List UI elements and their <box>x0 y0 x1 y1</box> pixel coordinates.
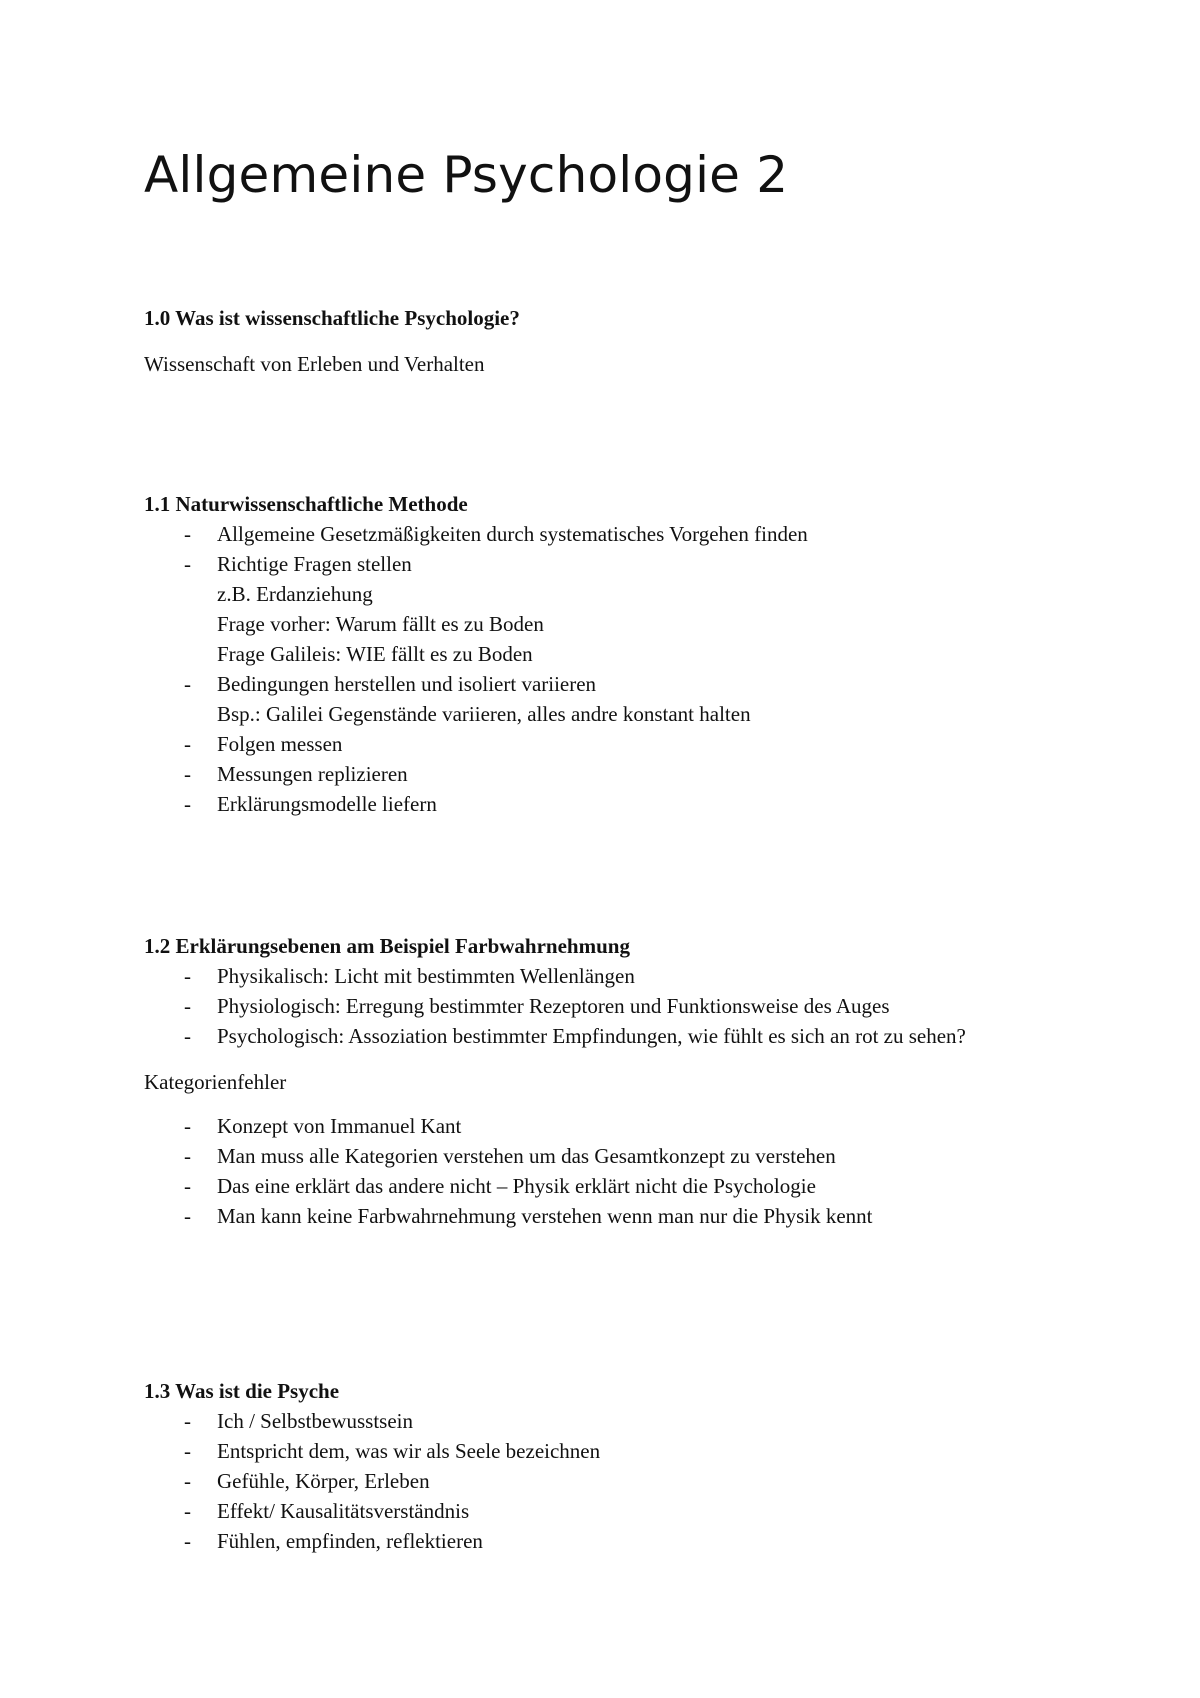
dash-bullet: - <box>184 522 191 546</box>
list-item <box>144 1526 1074 1556</box>
dash-bullet: - <box>184 732 191 756</box>
list-item-text: Messungen replizieren <box>217 762 408 786</box>
dash-bullet: - <box>184 964 191 988</box>
list-item-text: Konzept von Immanuel Kant <box>217 1114 462 1138</box>
dash-bullet: - <box>184 792 191 816</box>
list-item-text: Man muss alle Kategorien verstehen um das Gesamtkonzept zu verstehen <box>217 1144 836 1168</box>
list-item-text: Richtige Fragen stellen <box>217 552 412 576</box>
list-item-subline: Frage vorher: Warum fällt es zu Boden <box>217 612 544 636</box>
list-item-text: Allgemeine Gesetzmäßigkeiten durch systematisches Vorgehen finden <box>217 522 808 546</box>
section-text: Wissenschaft von Erleben und Verhalten <box>144 352 485 376</box>
list-item <box>144 729 1074 759</box>
section-1-0 <box>144 303 1074 379</box>
list-item <box>144 669 1074 729</box>
list-item <box>144 1466 1074 1496</box>
list-item <box>144 1496 1074 1526</box>
subheading-text: Kategorienfehler <box>144 1070 287 1094</box>
list-item-text: Fühlen, empfinden, reflektieren <box>217 1529 483 1553</box>
bullet-list <box>144 519 1074 819</box>
list-item-subline: Bsp.: Galilei Gegenstände variieren, alles andre konstant halten <box>217 702 751 726</box>
dash-bullet: - <box>184 1114 191 1138</box>
list-item-text: Bedingungen herstellen und isoliert variieren <box>217 672 597 696</box>
document-title: Allgemeine Psychologie 2 <box>144 146 789 204</box>
dash-bullet: - <box>184 1469 191 1493</box>
list-item-text: Gefühle, Körper, Erleben <box>217 1469 430 1493</box>
section-1-1 <box>144 489 1074 819</box>
bullet-list <box>144 1111 1074 1231</box>
list-item-text: Effekt/ Kausalitätsverständnis <box>217 1499 470 1523</box>
dash-bullet: - <box>184 994 191 1018</box>
list-item <box>144 1111 1074 1141</box>
list-item <box>144 549 1074 669</box>
bullet-list <box>144 961 1074 1051</box>
list-item <box>144 759 1074 789</box>
list-item-text: Entspricht dem, was wir als Seele bezeichnen <box>217 1439 601 1463</box>
list-item <box>144 1201 1074 1231</box>
dash-bullet: - <box>184 1529 191 1553</box>
dash-bullet: - <box>184 1439 191 1463</box>
list-item <box>144 1436 1074 1466</box>
dash-bullet: - <box>184 552 191 576</box>
list-item-subline: z.B. Erdanziehung <box>217 582 373 606</box>
list-item-text: Physikalisch: Licht mit bestimmten Wellenlängen <box>217 964 635 988</box>
list-item <box>144 789 1074 819</box>
dash-bullet: - <box>184 1174 191 1198</box>
list-item-text: Man kann keine Farbwahrnehmung verstehen wenn man nur die Physik kennt <box>217 1204 873 1228</box>
bullet-list <box>144 1406 1074 1556</box>
list-item-subline: Frage Galileis: WIE fällt es zu Boden <box>217 642 533 666</box>
list-item-text: Physiologisch: Erregung bestimmter Rezeptoren und Funktionsweise des Auges <box>217 994 890 1018</box>
section-heading: 1.3 Was ist die Psyche <box>144 1379 340 1403</box>
dash-bullet: - <box>184 672 191 696</box>
section-heading: 1.0 Was ist wissenschaftliche Psychologie? <box>144 306 520 330</box>
list-item-text: Psychologisch: Assoziation bestimmter Empfindungen, wie fühlt es sich an rot zu sehen? <box>217 1024 966 1048</box>
list-item <box>144 1406 1074 1436</box>
list-item <box>144 961 1074 991</box>
section-1-3 <box>144 1376 1074 1556</box>
dash-bullet: - <box>184 1024 191 1048</box>
list-item <box>144 1171 1074 1201</box>
dash-bullet: - <box>184 1499 191 1523</box>
dash-bullet: - <box>184 1204 191 1228</box>
list-item <box>144 519 1074 549</box>
list-item-text: Das eine erklärt das andere nicht – Physik erklärt nicht die Psychologie <box>217 1174 816 1198</box>
list-item-text: Folgen messen <box>217 732 343 756</box>
dash-bullet: - <box>184 762 191 786</box>
dash-bullet: - <box>184 1409 191 1433</box>
list-item <box>144 1141 1074 1171</box>
list-item <box>144 991 1074 1021</box>
section-heading: 1.1 Naturwissenschaftliche Methode <box>144 492 468 516</box>
list-item-text: Ich / Selbstbewusstsein <box>217 1409 413 1433</box>
section-heading: 1.2 Erklärungsebenen am Beispiel Farbwahrnehmung <box>144 934 630 958</box>
list-item-text: Erklärungsmodelle liefern <box>217 792 437 816</box>
list-item <box>144 1021 977 1051</box>
section-1-2 <box>144 931 1074 1231</box>
dash-bullet: - <box>184 1144 191 1168</box>
